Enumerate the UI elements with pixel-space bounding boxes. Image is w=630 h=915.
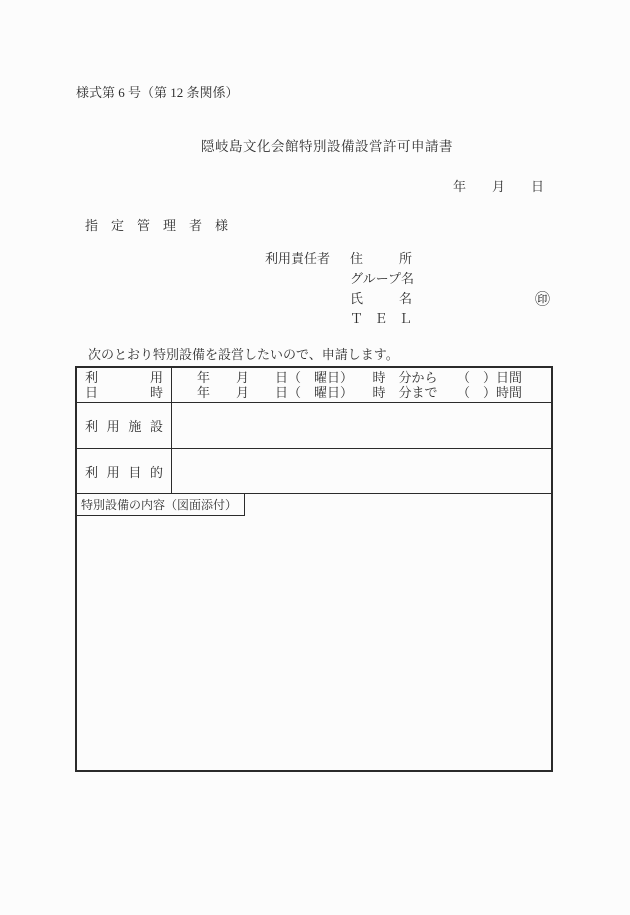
- facility-blank-cell: [172, 403, 551, 448]
- addressee: 指 定 管 理 者 様: [85, 218, 229, 233]
- form-title: 隠岐島文化会館特別設備設営許可申請書: [201, 139, 453, 154]
- facility-label-cell: [77, 403, 172, 448]
- date-placeholder: 年 月 日: [452, 179, 544, 194]
- seal-mark-icon: ㊞: [535, 292, 551, 308]
- equipment-details-row: [77, 494, 551, 770]
- applicant-block: [265, 249, 414, 329]
- applicant-role-spacer: [265, 269, 350, 289]
- applicant-group-row: [265, 269, 414, 289]
- usage-datetime-label-line1: 利用: [85, 370, 163, 385]
- name-label: 氏名: [350, 291, 412, 306]
- facility-label: 利用施設: [85, 419, 163, 434]
- applicant-role-spacer: [265, 309, 350, 329]
- facility-row: [77, 403, 551, 449]
- purpose-label: 利用目的: [85, 464, 163, 480]
- purpose-blank-cell: [172, 449, 551, 493]
- tel-label: ＴＥＬ: [350, 311, 412, 326]
- declaration-text: 次のとおり特別設備を設営したいので、申請します。: [88, 347, 399, 362]
- purpose-row: [77, 449, 551, 494]
- purpose-label-cell: [77, 449, 172, 493]
- applicant-tel-row: [265, 309, 414, 329]
- group-name-label: グループ名: [350, 271, 414, 286]
- usage-datetime-row: [77, 368, 551, 403]
- usage-datetime-label-line2: 日時: [85, 385, 163, 400]
- address-label: 住所: [350, 251, 412, 266]
- applicant-address-row: [265, 249, 414, 269]
- usage-datetime-to-line: 年 月 日（ 曜日） 時 分まで （ ）時間: [197, 385, 523, 400]
- usage-datetime-value-cell: [172, 368, 551, 402]
- application-table: [75, 366, 553, 772]
- usage-datetime-from-line: 年 月 日（ 曜日） 時 分から （ ）日間: [197, 370, 523, 385]
- usage-datetime-label-cell: [77, 368, 172, 402]
- form-number: 様式第 6 号（第 12 条関係）: [76, 85, 239, 100]
- applicant-role-label: 利用責任者: [265, 251, 331, 266]
- applicant-role-spacer: [265, 289, 350, 309]
- applicant-name-row: [265, 289, 414, 309]
- equipment-details-label: 特別設備の内容（図面添付）: [77, 494, 245, 516]
